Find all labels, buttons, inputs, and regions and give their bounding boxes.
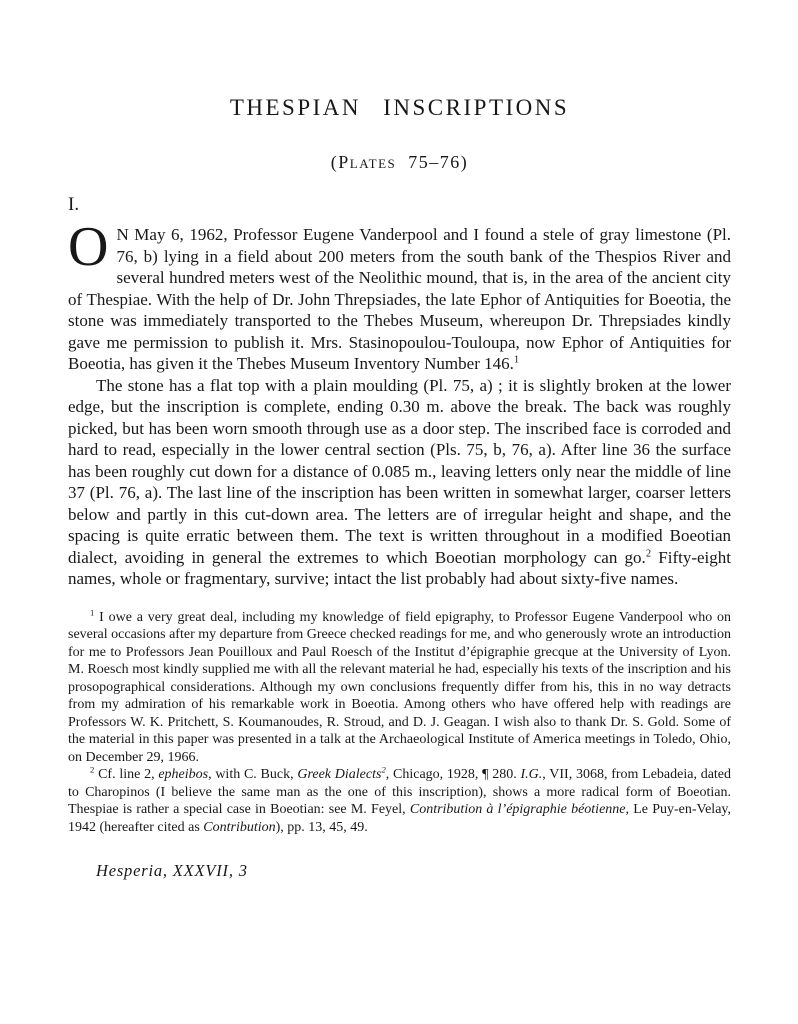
- footnote-2-text-c: , Chicago, 1928, ¶ 280.: [385, 767, 521, 782]
- paragraph-2-text-b: Fifty-eight names, whole or fragmentary, survive; intact the list probably had about sixty-five names.: [68, 547, 732, 588]
- article-title: THESPIAN INSCRIPTIONS: [229, 95, 570, 120]
- footnote-ref-2: 2: [645, 547, 652, 559]
- footnote-2-edition-superscript: 2: [381, 764, 386, 775]
- drop-cap: O: [68, 216, 109, 278]
- paragraph-2-text-a: The stone has a flat top with a plain moulding (Pl. 75, a) ; it is slightly broken at the lower edge, but the inscription is complete, ending 0.30 m. above the break. The back was roughly picked, but has been worn smooth through use as a door step. The inscribed face is corroded and hard to read, especially in the lower central section (Pls. 75, b, 76, a). After line 36 the surface has been roughly cut down for a distance of 0.085 m., leaving letters only near the middle of line 37 (Pl. 76, a). The last line of the inscription has been written in somewhat larger, coarser letters below and partly in this cut-down area. The letters are of irregular height and shape, and the spacing is quite erratic between them. The text is written throughout in a modified Boeotian dialect, avoiding in general the extremes to which Boeotian morphology can go.: [68, 375, 731, 567]
- footnote-1-marker: 1: [90, 606, 95, 617]
- footnote-1-text: I owe a very great deal, including my knowledge of field epigraphy, to Professor Eugene Vanderpool who on several occasions after my departure from Greece checked readings for me, and who generously wrote an introduction for me to Professors Jean Pouilloux and Paul Roesch of the Institut d’épigraphie grecque at the University of Lyon. M. Roesch most kindly supplied me with all the relevant material he had, especially his texts of the inscription and his prosopographical considerations. Although my own conclusions frequently differ from his, this in no way detracts from my admiration of his remarkable work in Boeotia. Among others who have offered help with readings are Professors W. K. Pritchett, S. Koumanoudes, R. Stroud, and D. J. Geagan. I wish also to thank Dr. S. Gold. Some of the material in this paper was presented in a talk at the Archaeological Institute of America meetings in Toledo, Ohio, on December 29, 1966.: [68, 609, 731, 765]
- footnotes-section: [68, 606, 732, 837]
- journal-citation: Hesperia, XXXVII, 3: [96, 861, 248, 880]
- footnote-2: [68, 766, 731, 836]
- footnote-2-text-e: , Le Puy-en-Velay, 1942 (hereafter cited as: [68, 802, 731, 835]
- footnote-2-text-b: , with C. Buck,: [208, 767, 298, 782]
- footnote-2-marker: 2: [90, 764, 95, 775]
- paragraph-1-text: N May 6, 1962, Professor Eugene Vanderpool and I found a stele of gray limestone (Pl. 76, b) lying in a field about 200 meters from the south bank of the Thespios River and several hundred meters west of the Neolithic mound, that is, in the area of the ancient city of Thespiae. With the help of Dr. John Threpsiades, the late Ephor of Antiquities for Boeotia, the stone was immediately transported to the Thebes Museum, whereupon Dr. Threpsiades kindly gave me permission to publish it. Mrs. Stasinopoulou-Touloupa, now Ephor of Antiquities for Boeotia, has given it the Thebes Museum Inventory Number 146.: [68, 225, 731, 373]
- second-paragraph: [68, 375, 731, 590]
- footnote-2-text-f: ), pp. 13, 45, 49.: [275, 819, 368, 835]
- footnote-ref-1: 1: [513, 354, 520, 366]
- footnote-2-italic-contribution-short: Contribution: [203, 819, 276, 835]
- plates-caption: (Plates 75–76): [330, 152, 469, 172]
- opening-paragraph: [68, 216, 731, 375]
- footnote-2-italic-greek-dialects: Greek Dialects: [297, 767, 382, 782]
- footnote-2-text-a: Cf. line 2,: [94, 767, 159, 782]
- footnote-2-italic-ig: I.G.: [520, 767, 543, 782]
- footnote-2-italic-epheibos: epheibos: [158, 767, 209, 782]
- footnote-1: [68, 606, 731, 767]
- footnote-2-text-d: , VII, 3068, from Lebadeia, dated to Charopinos (I believe the same man as the one of this inscription), shows a more radical form of Boeotian. Thespiae is rather a special case in Boeotian: see M. Feyel,: [68, 767, 732, 817]
- footnote-2-italic-contribution-title: Contribution à l’épigraphie béotienne: [409, 802, 626, 817]
- section-number: I.: [68, 194, 80, 215]
